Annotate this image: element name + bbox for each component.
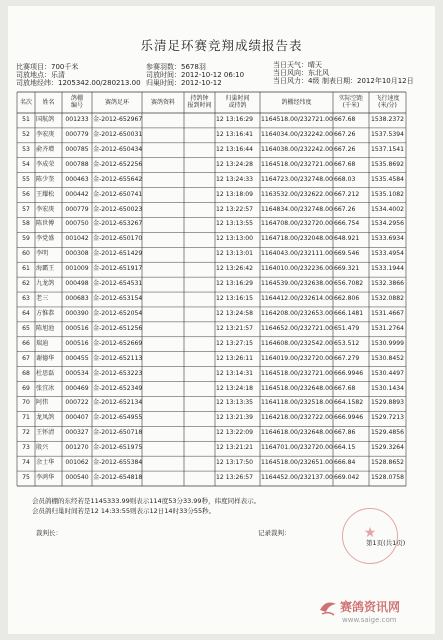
- cell-speed: 1537.1541: [371, 145, 404, 153]
- cell-clock-time: [184, 367, 215, 382]
- cell-info: [142, 277, 184, 292]
- cell-arrival: 12 13:16:44: [216, 145, 254, 153]
- cell-distance: 666.754: [334, 220, 360, 228]
- cell-distance: 664.1582: [334, 399, 364, 407]
- cell-info: [142, 396, 184, 411]
- cell-rank: 57: [22, 205, 30, 213]
- cell-name: 陈少奎: [36, 175, 55, 183]
- cell-coord: 1164518.00/232721.00: [261, 369, 333, 377]
- report-title: 乐清足环赛竞翔成绩报告表: [140, 38, 303, 53]
- cell-name: 九龙鸽: [36, 280, 55, 288]
- cell-rank: 64: [22, 309, 30, 317]
- cell-loft-id: 000788: [65, 160, 89, 168]
- cell-speed: 1533.6934: [371, 235, 404, 243]
- cell-name: 瑞迪: [36, 339, 49, 347]
- cell-arrival: 12 13:13:35: [216, 399, 254, 407]
- header-info: 赛鸽资料: [150, 99, 175, 106]
- cell-loft-id: 000750: [65, 220, 89, 228]
- cell-clock-time: [184, 173, 215, 188]
- cell-rank: 69: [22, 384, 30, 392]
- cell-name: 李宏庚: [36, 205, 55, 213]
- cell-name: 王怀清: [36, 429, 55, 437]
- cell-info: [142, 143, 184, 158]
- cell-speed: 1528.8652: [371, 459, 404, 467]
- cell-coord: 1164518.00/232721.00: [261, 160, 333, 168]
- watermark-url: www.saige.com: [342, 616, 397, 624]
- header-clock-time: 持鸽钟 报到时间: [187, 95, 212, 109]
- cell-ring: 金-2012-652349: [93, 384, 143, 392]
- cell-arrival: 12 13:18:09: [216, 190, 254, 198]
- cell-ring: 金-2012-650023: [93, 205, 143, 213]
- cell-distance: 669.546: [334, 250, 360, 258]
- cell-rank: 71: [22, 414, 30, 422]
- cell-rank: 62: [22, 280, 30, 288]
- cell-loft-id: 000442: [65, 190, 89, 198]
- cell-clock-time: [184, 456, 215, 471]
- seal-star-icon: ★: [363, 525, 377, 541]
- watermark-brand: 赛鸽资讯网: [340, 600, 401, 614]
- cell-ring: 金-2012-651975: [93, 444, 143, 452]
- cell-arrival: 12 13:22:57: [216, 205, 254, 213]
- cell-loft-id: 000540: [65, 474, 89, 482]
- cell-loft-id: 000516: [65, 339, 89, 347]
- header-arrival: 归巢时间 或持鸽: [225, 95, 250, 109]
- cell-coord: 1164412.00/232614.00: [261, 295, 333, 303]
- cell-info: [142, 158, 184, 173]
- cell-info: [142, 471, 184, 486]
- cell-coord: 1164539.00/232638.00: [261, 280, 333, 288]
- cell-arrival: 12 13:21:57: [216, 324, 254, 332]
- cell-coord: 1164518.00/232721.00: [261, 116, 333, 123]
- cell-rank: 51: [22, 116, 30, 123]
- cell-rank: 60: [22, 250, 30, 258]
- cell-rank: 61: [22, 265, 30, 273]
- cell-arrival: 12 13:24:33: [216, 175, 254, 183]
- cell-rank: 74: [22, 459, 30, 467]
- cell-ring: 金-2012-651917: [93, 265, 143, 273]
- cell-info: [142, 203, 184, 218]
- cell-coord: 1164518.00/232648.00: [261, 384, 333, 392]
- cell-ring: 金-2012-651429: [93, 250, 143, 258]
- cell-speed: 1534.4002: [371, 205, 404, 213]
- official-seal: [342, 508, 398, 564]
- cell-loft-id: 000407: [65, 414, 89, 422]
- cell-ring: 金-2012-652256: [93, 160, 143, 168]
- cell-ring: 金-2012-652134: [93, 399, 143, 407]
- cell-rank: 54: [22, 160, 30, 168]
- meta-weather: 当日天气：晴天: [273, 61, 322, 69]
- cell-info: [142, 367, 184, 382]
- cell-distance: 669.321: [334, 265, 360, 273]
- cell-name: 杜思磊: [36, 369, 55, 377]
- cell-name: 陈旭池: [36, 324, 55, 332]
- cell-ring: 金-2012-650718: [93, 429, 143, 437]
- cell-arrival: 12 13:16:15: [216, 295, 254, 303]
- cell-arrival: 12 13:13:01: [216, 250, 254, 258]
- cell-clock-time: [184, 307, 215, 322]
- cell-arrival: 12 13:16:29: [216, 280, 254, 288]
- cell-coord: 1164019.00/232720.00: [261, 354, 333, 362]
- report-paper: [8, 6, 435, 634]
- cell-clock-time: [184, 262, 215, 277]
- pigeon-logo-icon: [318, 598, 338, 618]
- cell-coord: 1164718.00/232048.00: [261, 235, 333, 243]
- cell-loft-id: 001270: [65, 444, 89, 452]
- cell-coord: 1164834.00/232748.00: [261, 205, 333, 213]
- meta-wind-dir: 当日风向：东北风: [273, 69, 329, 77]
- cell-info: [142, 188, 184, 203]
- cell-speed: 1538.2372: [371, 116, 404, 123]
- cell-distance: 667.26: [334, 130, 356, 138]
- cell-loft-id: 000722: [65, 399, 89, 407]
- cell-arrival: 12 13:26:57: [216, 474, 254, 482]
- cell-ring: 金-2012-653223: [93, 369, 143, 377]
- cell-arrival: 12 13:24:18: [216, 384, 254, 392]
- meta-release-time: 司放时间：2012-10-12 06:10: [146, 71, 245, 79]
- cell-info: [142, 322, 184, 337]
- cell-ring: 金-2012-653154: [93, 295, 143, 303]
- cell-distance: 648.921: [334, 235, 360, 243]
- cell-loft-id: 000463: [65, 175, 89, 183]
- cell-distance: 653.512: [334, 339, 360, 347]
- cell-distance: 667.68: [334, 384, 356, 392]
- cell-name: 李成荣: [36, 160, 55, 168]
- cell-speed: 1535.8692: [371, 160, 404, 168]
- cell-loft-id: 001042: [65, 235, 89, 243]
- cell-arrival: 12 13:14:31: [216, 369, 254, 377]
- cell-coord: 1164708.00/232720.00: [261, 220, 333, 228]
- cell-arrival: 12 13:24:28: [216, 160, 254, 168]
- cell-rank: 63: [22, 295, 30, 303]
- cell-info: [142, 128, 184, 143]
- cell-speed: 1532.0882: [371, 295, 404, 303]
- cell-name: 国航鸽: [36, 116, 55, 123]
- cell-coord: 1164518.00/232651.00: [261, 459, 333, 467]
- cell-name: 海霸王: [36, 265, 55, 273]
- cell-speed: 1531.2764: [371, 324, 404, 332]
- cell-loft-id: 000498: [65, 280, 89, 288]
- cell-arrival: 12 13:27:15: [216, 339, 254, 347]
- cell-loft-id: 001009: [65, 265, 89, 273]
- cell-ring: 金-2012-655384: [93, 459, 143, 467]
- cell-ring: 金-2012-652113: [93, 354, 143, 362]
- cell-ring: 金-2012-654955: [93, 414, 143, 422]
- cell-distance: 669.042: [334, 474, 360, 482]
- cell-coord: 1164010.00/232236.00: [261, 265, 333, 273]
- cell-clock-time: [184, 113, 215, 128]
- cell-coord: 1164452.00/232137.00: [261, 474, 333, 482]
- header-name: 姓名: [42, 99, 55, 106]
- cell-loft-id: 000455: [65, 354, 89, 362]
- cell-distance: 667.26: [334, 205, 356, 213]
- cell-name: 俞齐增: [36, 145, 55, 153]
- cell-speed: 1535.4584: [371, 175, 404, 183]
- cell-loft-id: 000779: [65, 130, 89, 138]
- cell-speed: 1530.9999: [371, 339, 404, 347]
- cell-loft-id: 001062: [65, 459, 89, 467]
- cell-name: 李明: [36, 250, 49, 258]
- cell-loft-id: 000327: [65, 429, 89, 437]
- cell-distance: 668.03: [334, 175, 356, 183]
- cell-name: 李宏庚: [36, 130, 55, 138]
- cell-clock-time: [184, 247, 215, 262]
- cell-speed: 1529.7213: [371, 414, 404, 422]
- cell-distance: 664.15: [334, 444, 356, 452]
- cell-distance: 667.68: [334, 160, 356, 168]
- cell-rank: 56: [22, 190, 30, 198]
- cell-ring: 金-2012-650741: [93, 190, 143, 198]
- cell-clock-time: [184, 426, 215, 441]
- cell-clock-time: [184, 382, 215, 397]
- cell-speed: 1529.4856: [371, 429, 404, 437]
- cell-name: 余士华: [36, 459, 55, 467]
- watermark-logo: [316, 594, 432, 634]
- cell-name: 老三: [36, 295, 49, 303]
- cell-speed: 1529.8893: [371, 399, 404, 407]
- cell-loft-id: 000779: [65, 205, 89, 213]
- cell-info: [142, 292, 184, 307]
- cell-ring: 金-2012-652054: [93, 309, 143, 317]
- cell-arrival: 12 13:16:29: [216, 116, 254, 123]
- header-distance: 实际空距 (千米): [338, 95, 363, 109]
- cell-info: [142, 173, 184, 188]
- cell-speed: 1533.1944: [371, 265, 404, 273]
- cell-coord: 1164218.00/232722.00: [261, 414, 333, 422]
- cell-clock-time: [184, 396, 215, 411]
- cell-rank: 75: [22, 474, 30, 482]
- meta-wind-force: 当日风力：4级: [273, 77, 320, 85]
- cell-name: 陈世傅: [36, 220, 55, 228]
- cell-distance: 666.9946: [334, 369, 364, 377]
- cell-arrival: 12 13:13:00: [216, 235, 254, 243]
- cell-clock-time: [184, 411, 215, 426]
- cell-rank: 52: [22, 130, 30, 138]
- cell-arrival: 12 13:26:11: [216, 354, 254, 362]
- cell-ring: 金-2012-652967: [93, 116, 143, 123]
- cell-rank: 66: [22, 339, 30, 347]
- cell-coord: 1164723.00/232748.00: [261, 175, 333, 183]
- cell-info: [142, 382, 184, 397]
- cell-coord: 1164608.00/232542.00: [261, 339, 333, 347]
- cell-coord: 1164034.00/232242.00: [261, 130, 333, 138]
- cell-speed: 1531.4667: [371, 309, 404, 317]
- cell-rank: 59: [22, 235, 30, 243]
- header-ring: 赛鸽足环: [104, 99, 129, 106]
- cell-clock-time: [184, 203, 215, 218]
- cell-loft-id: 001233: [65, 116, 89, 123]
- cell-name: 龙凤鸽: [36, 414, 55, 422]
- header-loft-id: 鸽棚 编号: [70, 95, 83, 109]
- cell-info: [142, 441, 184, 456]
- cell-clock-time: [184, 337, 215, 352]
- cell-name: 方惟恭: [36, 309, 55, 317]
- header-rank: 名次: [19, 99, 32, 106]
- cell-coord: 1164618.00/232648.00: [261, 429, 333, 437]
- cell-info: [142, 217, 184, 232]
- page-indicator: 第1页(共1页): [366, 539, 406, 547]
- cell-info: [142, 426, 184, 441]
- cell-clock-time: [184, 441, 215, 456]
- cell-arrival: 12 13:26:42: [216, 265, 254, 273]
- cell-ring: 金-2012-653267: [93, 220, 143, 228]
- cell-info: [142, 456, 184, 471]
- cell-loft-id: 000308: [65, 250, 89, 258]
- cell-info: [142, 411, 184, 426]
- cell-clock-time: [184, 188, 215, 203]
- meta-release-coord: 司放地经纬：1205342.00/280213.00: [16, 79, 141, 87]
- cell-speed: 1530.4497: [371, 369, 404, 377]
- note-coordinates: 会员鸽棚的东经若是1145333.99则表示114度53分33.99秒，纬度同样表示。: [32, 497, 261, 505]
- cell-speed: 1535.1082: [371, 190, 404, 198]
- cell-distance: 656.7082: [334, 280, 364, 288]
- cell-info: [142, 262, 184, 277]
- cell-coord: 1164043.00/232111.00: [261, 250, 333, 258]
- cell-speed: 1528.0758: [371, 474, 404, 482]
- cell-arrival: 12 13:21:39: [216, 414, 254, 422]
- cell-name: 李鸿华: [36, 474, 55, 482]
- cell-distance: 666.84: [334, 459, 356, 467]
- cell-ring: 金-2012-654818: [93, 474, 143, 482]
- cell-speed: 1533.4954: [371, 250, 404, 258]
- cell-distance: 666.1481: [334, 309, 364, 317]
- cell-distance: 667.279: [334, 354, 360, 362]
- cell-clock-time: [184, 232, 215, 247]
- cell-name: 谢德华: [36, 354, 55, 362]
- cell-coord: 1163532.00/232622.00: [261, 190, 333, 198]
- cell-distance: 667.26: [334, 145, 356, 153]
- cell-ring: 金-2012-650170: [93, 235, 143, 243]
- recorder-label: 记录裁判：: [258, 529, 291, 537]
- cell-distance: 666.9946: [334, 414, 364, 422]
- meta-release-place: 司放地点：乐清: [16, 71, 65, 79]
- cell-speed: 1530.8452: [371, 354, 404, 362]
- cell-speed: 1534.2956: [371, 220, 404, 228]
- cell-speed: 1529.3264: [371, 444, 404, 452]
- cell-loft-id: 000390: [65, 309, 89, 317]
- header-coord: 鸽棚经纬度: [281, 99, 312, 106]
- cell-distance: 667.212: [334, 190, 360, 198]
- cell-clock-time: [184, 471, 215, 486]
- cell-rank: 67: [22, 354, 30, 362]
- cell-distance: 651.479: [334, 324, 360, 332]
- cell-loft-id: 000469: [65, 384, 89, 392]
- cell-distance: 667.68: [334, 116, 356, 123]
- cell-loft-id: 000516: [65, 324, 89, 332]
- cell-rank: 70: [22, 399, 30, 407]
- cell-clock-time: [184, 352, 215, 367]
- cell-arrival: 12 13:13:55: [216, 220, 254, 228]
- cell-clock-time: [184, 143, 215, 158]
- cell-name: 阿伟: [36, 399, 49, 407]
- cell-clock-time: [184, 217, 215, 232]
- cell-clock-time: [184, 277, 215, 292]
- cell-coord: 1164038.00/232242.00: [261, 145, 333, 153]
- cell-rank: 73: [22, 444, 30, 452]
- cell-name: 王耀松: [36, 190, 55, 198]
- cell-loft-id: 000534: [65, 369, 89, 377]
- cell-speed: 1532.3866: [371, 280, 404, 288]
- cell-rank: 58: [22, 220, 30, 228]
- cell-loft-id: 000785: [65, 145, 89, 153]
- note-arrival-time: 会员鸽归巢时间若是12 14:33:55则表示12日14时33分55秒。: [32, 507, 216, 515]
- cell-clock-time: [184, 292, 215, 307]
- cell-clock-time: [184, 322, 215, 337]
- cell-ring: 金-2012-650031: [93, 130, 143, 138]
- cell-rank: 68: [22, 369, 30, 377]
- cell-ring: 金-2012-650434: [93, 145, 143, 153]
- meta-entries: 参赛羽数：5678羽: [146, 63, 206, 71]
- cell-coord: 1164652.00/232721.00: [261, 324, 333, 332]
- cell-arrival: 12 13:21:21: [216, 444, 254, 452]
- cell-speed: 1530.1434: [371, 384, 404, 392]
- cell-ring: 金-2012-655642: [93, 175, 143, 183]
- cell-info: [142, 307, 184, 322]
- cell-info: [142, 113, 184, 128]
- cell-loft-id: 000683: [65, 295, 89, 303]
- cell-ring: 金-2012-654531: [93, 280, 143, 288]
- cell-info: [142, 352, 184, 367]
- cell-info: [142, 247, 184, 262]
- cell-arrival: 12 13:24:58: [216, 309, 254, 317]
- cell-speed: 1537.5394: [371, 130, 404, 138]
- cell-rank: 55: [22, 175, 30, 183]
- meta-distance: 比赛项目：700千米: [16, 63, 79, 71]
- cell-ring: 金-2012-652669: [93, 339, 143, 347]
- cell-coord: 1164208.00/232653.00: [261, 309, 333, 317]
- cell-distance: 662.806: [334, 295, 360, 303]
- cell-clock-time: [184, 158, 215, 173]
- cell-coord: 1164701.00/232720.00: [261, 444, 333, 452]
- cell-rank: 72: [22, 429, 30, 437]
- cell-name: 殷兴: [36, 444, 49, 452]
- cell-name: 张宜冰: [36, 384, 55, 392]
- cell-arrival: 12 13:17:50: [216, 459, 254, 467]
- cell-rank: 65: [22, 324, 30, 332]
- cell-info: [142, 232, 184, 247]
- header-speed: 飞行速度 (米/分): [375, 95, 400, 109]
- cell-rank: 53: [22, 145, 30, 153]
- cell-info: [142, 337, 184, 352]
- cell-arrival: 12 13:16:41: [216, 130, 254, 138]
- cell-arrival: 12 13:22:09: [216, 429, 254, 437]
- cell-clock-time: [184, 128, 215, 143]
- referee-label: 裁判长：: [36, 529, 62, 537]
- cell-coord: 1164118.00/232518.00: [261, 399, 333, 407]
- meta-print-date: 制表日期：2012年10月12日: [322, 77, 414, 85]
- cell-name: 李党盛: [36, 235, 55, 243]
- cell-distance: 667.86: [334, 429, 356, 437]
- meta-arrival-time: 归巢时间：2012-10-12: [146, 79, 222, 87]
- cell-ring: 金-2012-651256: [93, 324, 143, 332]
